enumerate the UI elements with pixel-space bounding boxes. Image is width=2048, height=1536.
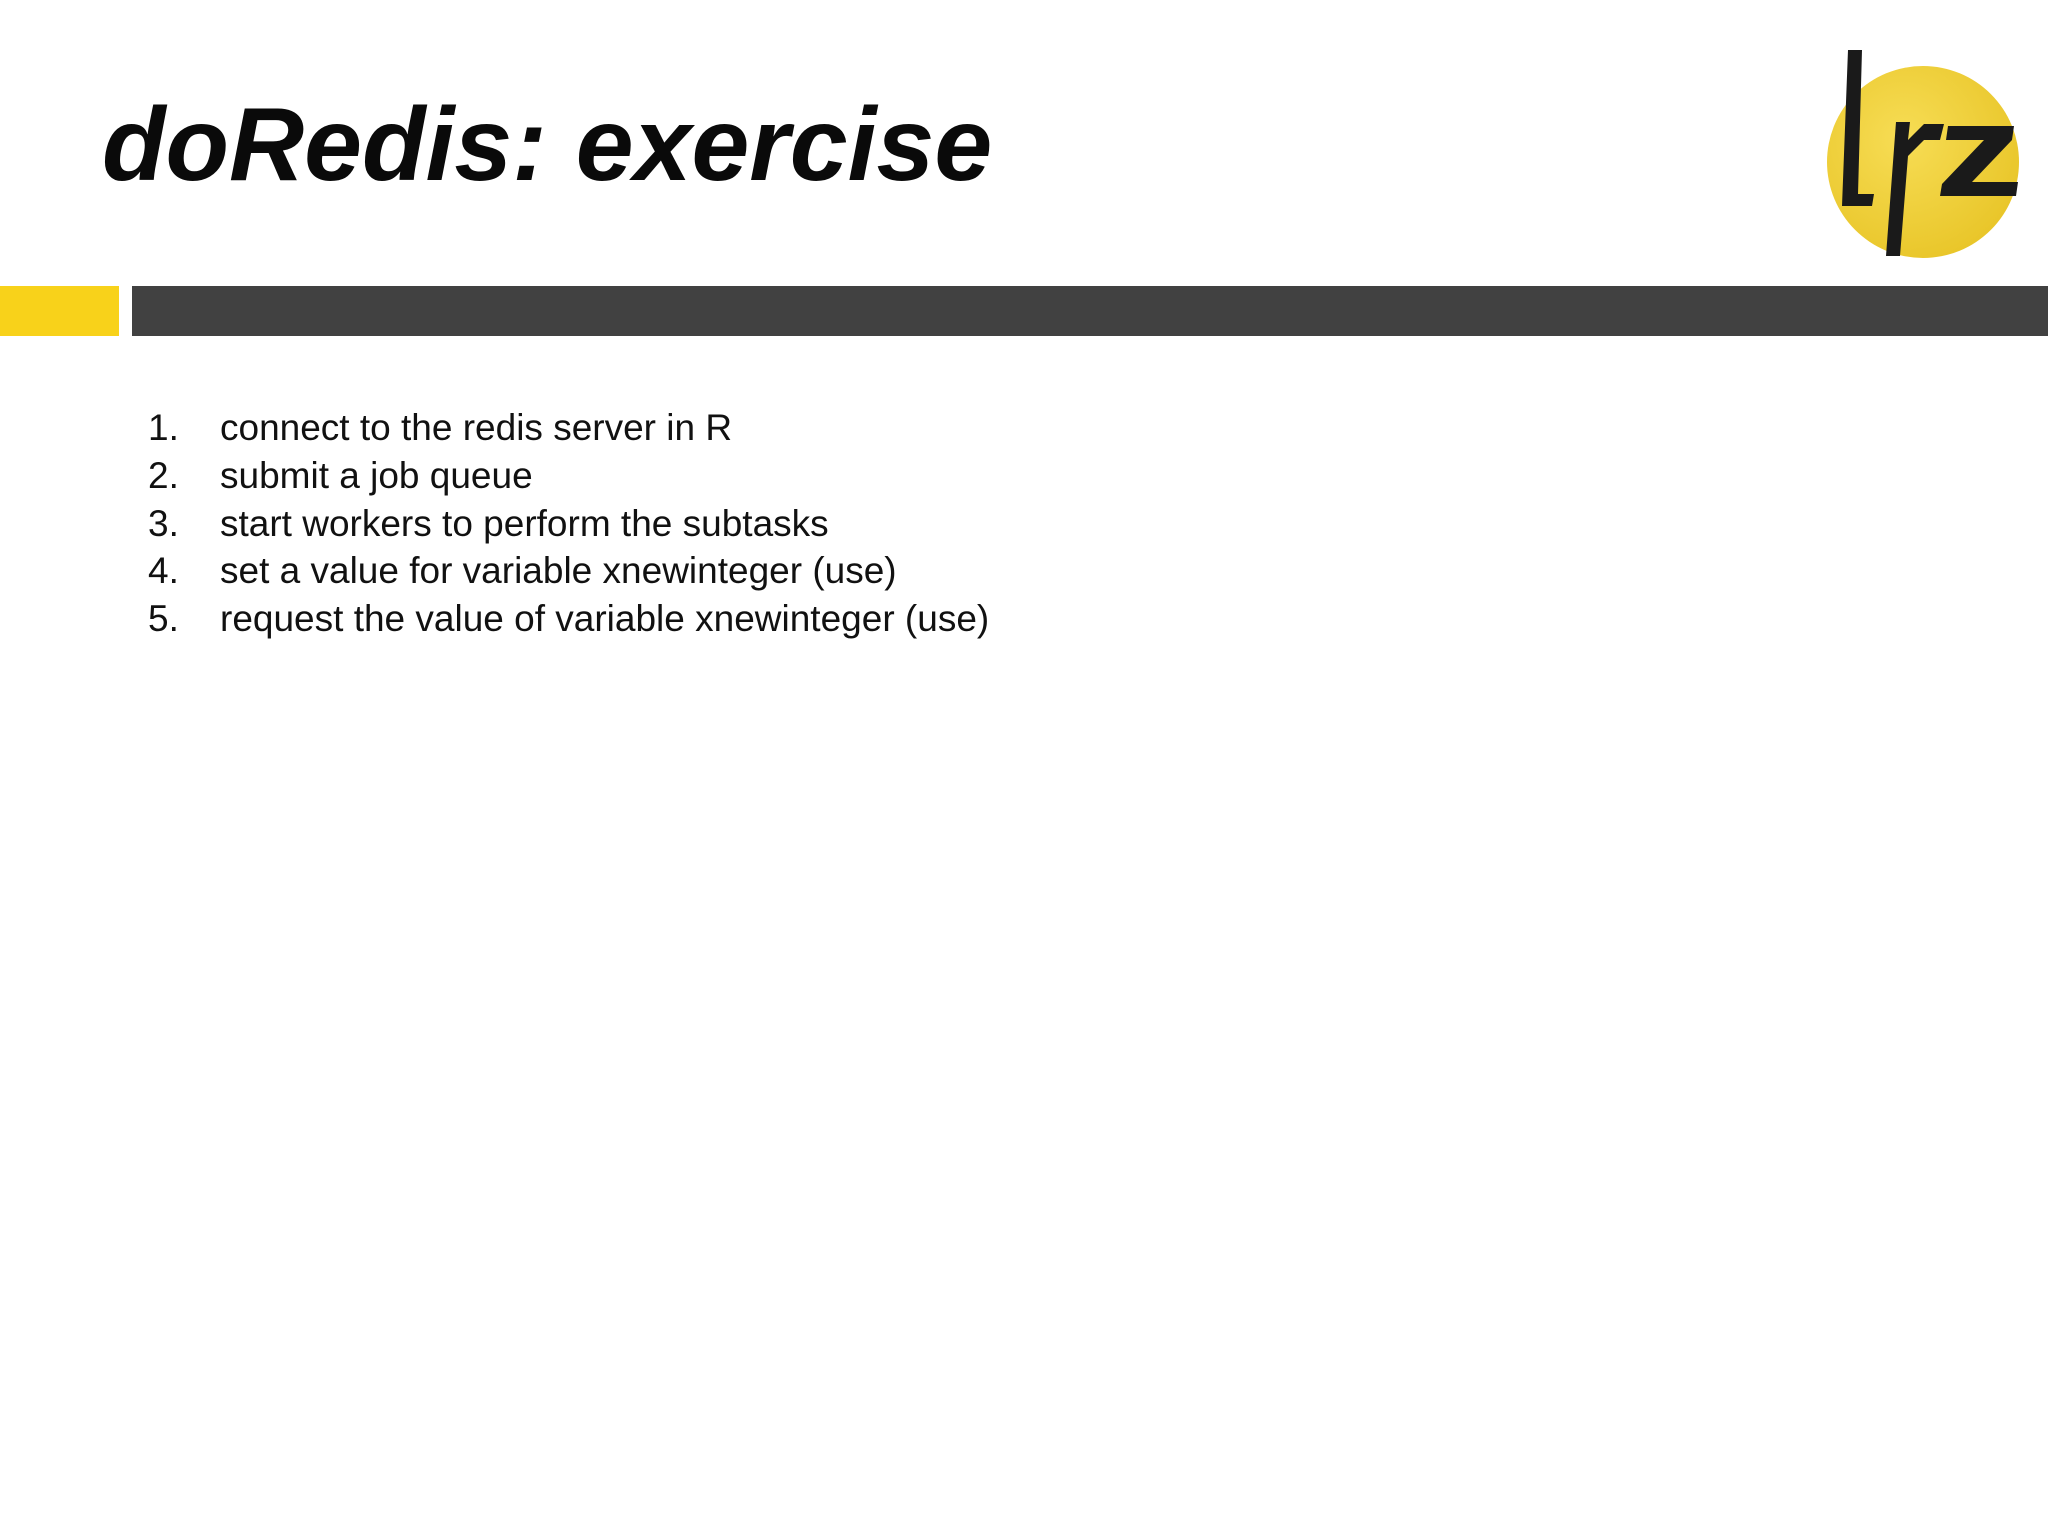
step-text: start workers to perform the subtasks (220, 502, 829, 544)
step-number: 2. (148, 454, 179, 496)
list-item (148, 404, 989, 452)
step-number: 4. (148, 550, 179, 592)
step-number: 1. (148, 407, 179, 448)
list-item (148, 500, 989, 548)
step-text: set a value for variable xnewinteger (use) (220, 550, 897, 592)
accent-bar-yellow (0, 286, 119, 336)
list-item (148, 595, 989, 643)
step-number: 3. (148, 502, 179, 544)
lrz-logo-icon (1818, 44, 2028, 266)
slide-title: doRedis: exercise (102, 87, 993, 203)
step-text: submit a job queue (220, 454, 533, 496)
step-number: 5. (148, 598, 179, 640)
list-item (148, 547, 989, 595)
exercise-steps-list (148, 404, 989, 643)
step-text: connect to the redis server in R (220, 407, 733, 448)
step-text: request the value of variable xnewinteger (use) (220, 598, 990, 640)
header-divider-bar (132, 286, 2048, 336)
list-item (148, 452, 989, 500)
